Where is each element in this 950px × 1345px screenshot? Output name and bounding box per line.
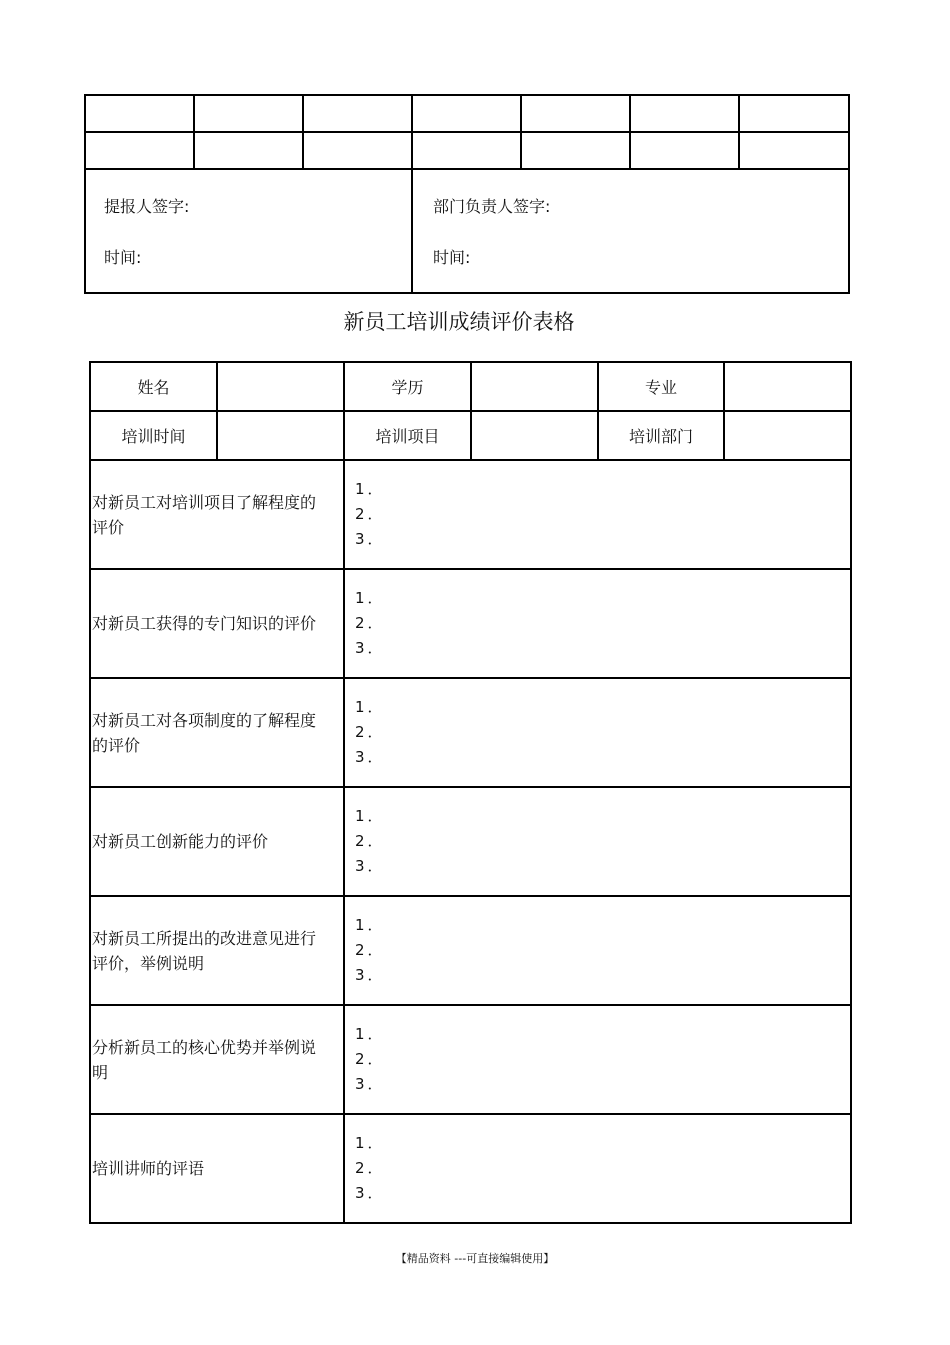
answer-line: 2．	[355, 505, 386, 523]
info-row-1	[90, 362, 851, 411]
answer-line: 3．	[355, 748, 386, 766]
evaluation-row	[90, 1114, 851, 1223]
evaluation-question: 对新员工创新能力的评价	[90, 787, 344, 896]
answer-line: 2．	[355, 832, 386, 850]
evaluation-question: 对新员工所提出的改进意见进行评价，举例说明	[90, 896, 344, 1005]
answer-line: 3．	[355, 966, 386, 984]
answer-line: 2．	[355, 614, 386, 632]
blank-row	[85, 95, 849, 132]
answer-line: 3．	[355, 1075, 386, 1093]
answer-line: 3．	[355, 530, 386, 548]
answer-line: 1．	[355, 916, 386, 934]
training-dept-input[interactable]	[724, 411, 851, 460]
training-time-input[interactable]	[217, 411, 344, 460]
blank-cell[interactable]	[521, 132, 630, 169]
answer-line: 2．	[355, 1050, 386, 1068]
evaluation-answer-cell[interactable]	[344, 1005, 851, 1114]
training-dept-label: 培训部门	[598, 411, 724, 460]
evaluation-question: 培训讲师的评语	[90, 1114, 344, 1223]
evaluation-answer-cell[interactable]	[344, 678, 851, 787]
blank-cell[interactable]	[739, 132, 849, 169]
education-label: 学历	[344, 362, 471, 411]
blank-row	[85, 132, 849, 169]
answer-line: 1．	[355, 1025, 386, 1043]
answer-line: 1．	[355, 1134, 386, 1152]
training-project-input[interactable]	[471, 411, 598, 460]
evaluation-answer-cell[interactable]	[344, 896, 851, 1005]
evaluation-question: 对新员工对培训项目了解程度的评价	[90, 460, 344, 569]
answer-line: 2．	[355, 723, 386, 741]
blank-cell[interactable]	[412, 132, 521, 169]
dept-head-time-label: 时间:	[433, 248, 471, 267]
major-input[interactable]	[724, 362, 851, 411]
answer-line: 1．	[355, 807, 386, 825]
evaluation-row	[90, 787, 851, 896]
evaluation-row	[90, 569, 851, 678]
answer-line: 3．	[355, 857, 386, 875]
answer-line: 3．	[355, 1184, 386, 1202]
training-time-label: 培训时间	[90, 411, 217, 460]
answer-line: 2．	[355, 1159, 386, 1177]
evaluation-question: 对新员工获得的专门知识的评价	[90, 569, 344, 678]
submitter-signature-cell[interactable]	[85, 169, 412, 293]
evaluation-row	[90, 896, 851, 1005]
education-input[interactable]	[471, 362, 598, 411]
blank-cell[interactable]	[194, 95, 303, 132]
submitter-signature-label: 提报人签字:	[104, 197, 190, 216]
info-row-2	[90, 411, 851, 460]
top-signature-table	[84, 94, 850, 294]
blank-cell[interactable]	[521, 95, 630, 132]
dept-head-signature-label: 部门负责人签字:	[433, 197, 551, 216]
blank-cell[interactable]	[303, 132, 412, 169]
answer-line: 1．	[355, 589, 386, 607]
blank-cell[interactable]	[630, 132, 739, 169]
evaluation-row	[90, 460, 851, 569]
blank-cell[interactable]	[194, 132, 303, 169]
evaluation-row	[90, 678, 851, 787]
answer-line: 1．	[355, 698, 386, 716]
blank-cell[interactable]	[85, 95, 194, 132]
blank-cell[interactable]	[630, 95, 739, 132]
footer-note: 【精品资料 ---可直接编辑使用】	[395, 1252, 555, 1265]
blank-cell[interactable]	[412, 95, 521, 132]
name-label: 姓名	[90, 362, 217, 411]
evaluation-row	[90, 1005, 851, 1114]
blank-cell[interactable]	[303, 95, 412, 132]
answer-line: 1．	[355, 480, 386, 498]
training-project-label: 培训项目	[344, 411, 471, 460]
evaluation-answer-cell[interactable]	[344, 569, 851, 678]
page-title: 新员工培训成绩评价表格	[343, 310, 575, 334]
submitter-time-label: 时间:	[104, 248, 142, 267]
blank-cell[interactable]	[739, 95, 849, 132]
evaluation-table	[89, 361, 852, 1224]
answer-line: 3．	[355, 639, 386, 657]
evaluation-answer-cell[interactable]	[344, 1114, 851, 1223]
dept-head-signature-cell[interactable]	[412, 169, 849, 293]
evaluation-question: 分析新员工的核心优势并举例说明	[90, 1005, 344, 1114]
evaluation-answer-cell[interactable]	[344, 787, 851, 896]
name-input[interactable]	[217, 362, 344, 411]
signature-row	[85, 169, 849, 293]
blank-cell[interactable]	[85, 132, 194, 169]
major-label: 专业	[598, 362, 724, 411]
evaluation-answer-cell[interactable]	[344, 460, 851, 569]
evaluation-question: 对新员工对各项制度的了解程度的评价	[90, 678, 344, 787]
answer-line: 2．	[355, 941, 386, 959]
